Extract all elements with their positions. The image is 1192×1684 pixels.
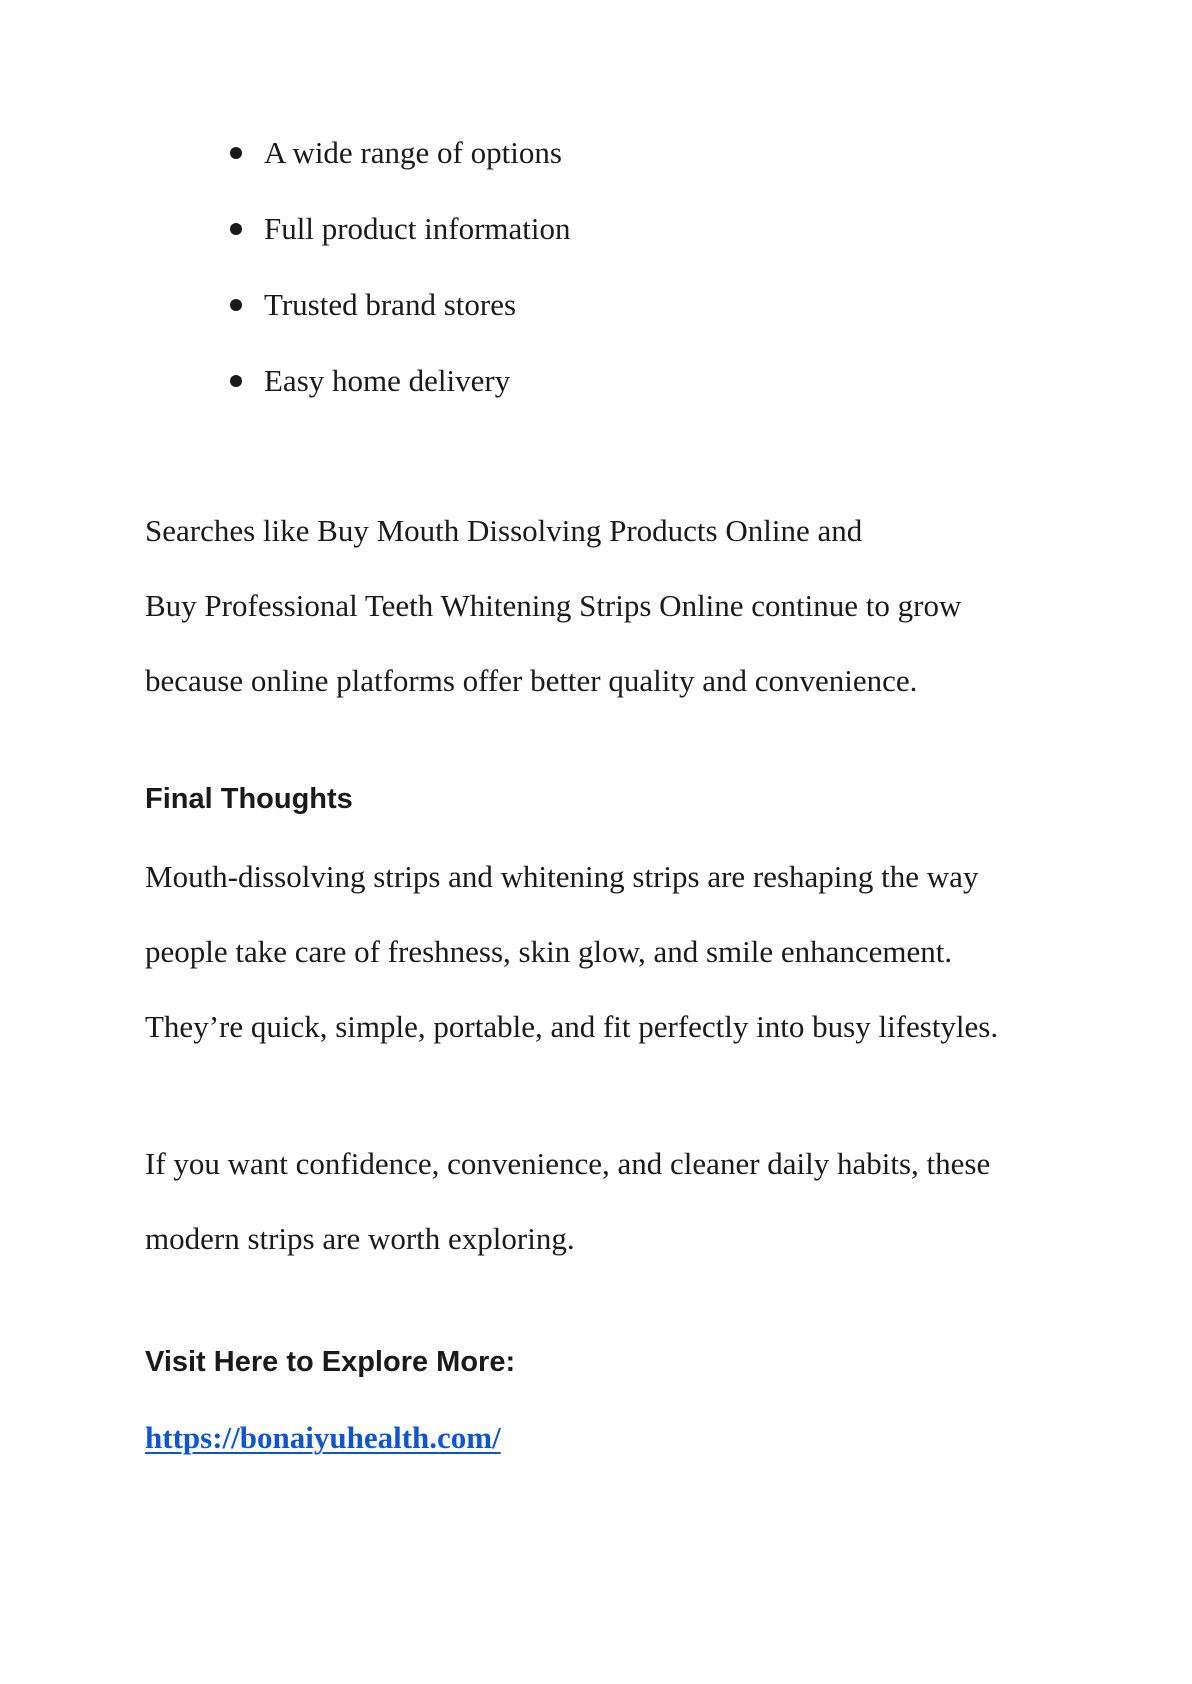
benefits-list xyxy=(228,134,571,438)
paragraph-line: modern strips are worth exploring. xyxy=(145,1221,575,1256)
list-item xyxy=(228,134,571,210)
visit-heading: Visit Here to Explore More: xyxy=(145,1346,516,1378)
bullet-icon xyxy=(230,299,242,311)
paragraph-line: people take care of freshness, skin glow, and smile enhancement. xyxy=(145,934,953,969)
list-item xyxy=(228,286,571,362)
list-item-text: Full product information xyxy=(264,211,571,246)
list-item xyxy=(228,362,571,438)
searches-paragraph xyxy=(145,493,961,718)
list-item-text: Trusted brand stores xyxy=(264,287,517,322)
final-thoughts-paragraph xyxy=(145,839,998,1064)
bullet-icon xyxy=(230,375,242,387)
list-item-text: Easy home delivery xyxy=(264,363,511,398)
bullet-icon xyxy=(230,147,242,159)
paragraph-line: Searches like Buy Mouth Dissolving Products Online and xyxy=(145,513,863,548)
bullet-icon xyxy=(230,223,242,235)
paragraph-line: Mouth-dissolving strips and whitening strips are reshaping the way xyxy=(145,859,979,894)
closing-paragraph xyxy=(145,1126,990,1276)
list-item xyxy=(228,210,571,286)
paragraph-line: Buy Professional Teeth Whitening Strips Online continue to grow xyxy=(145,588,962,623)
paragraph-line: They’re quick, simple, portable, and fit perfectly into busy lifestyles. xyxy=(145,1009,999,1044)
final-thoughts-heading: Final Thoughts xyxy=(145,783,353,815)
paragraph-line: because online platforms offer better quality and convenience. xyxy=(145,663,918,698)
website-link[interactable]: https://bonaiyuhealth.com/ xyxy=(145,1420,501,1455)
list-item-text: A wide range of options xyxy=(264,135,562,170)
paragraph-line: If you want confidence, convenience, and cleaner daily habits, these xyxy=(145,1146,991,1181)
